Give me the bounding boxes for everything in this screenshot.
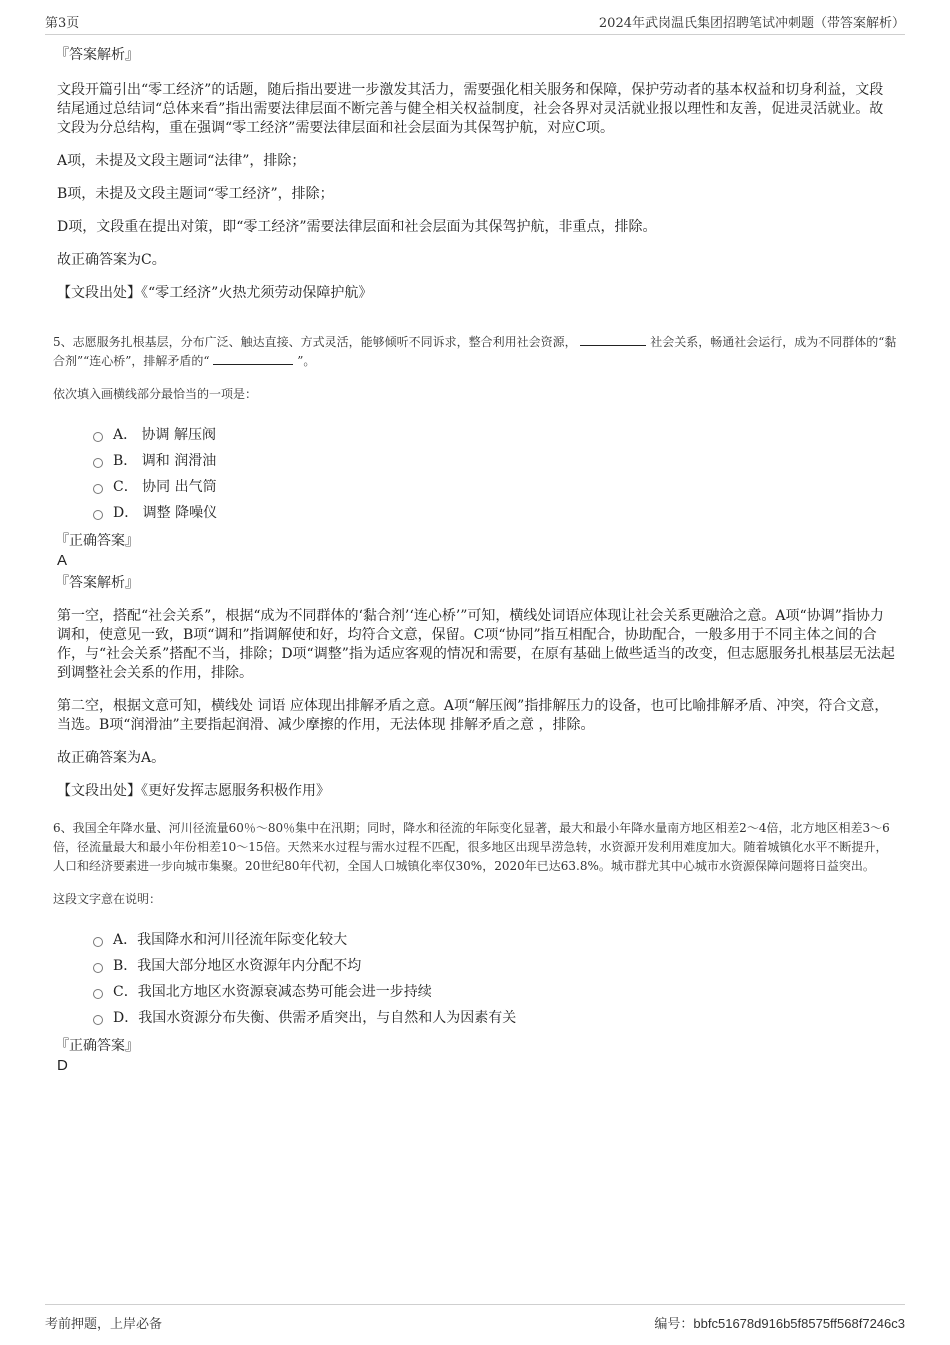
correct-answer: D [57,1057,68,1074]
question-5-prompt: 依次填入画横线部分最恰当的一项是： [53,387,258,401]
radio-icon[interactable] [93,484,103,494]
option-c[interactable]: C．我国北方地区水资源衰减态势可能会进一步持续 [93,979,897,1005]
page-footer [45,1304,905,1335]
document-title: 2024年武岗温氏集团招聘笔试冲刺题（带答案解析） [598,16,905,31]
analysis-paragraph: A项，未提及文段主题词“法律”，排除； [57,153,306,169]
radio-icon[interactable] [93,510,103,520]
analysis-paragraph: 第二空，根据文意可知，横线处 词语 应体现出排解矛盾之意。A项“解压阀”指排解压力的设备，也可比喻排解矛盾、冲突，符合文意，当选。B项“润滑油”主要指起润滑、减少摩擦的作用，无法体现 排解矛盾之意 ，排除。 [57,698,889,733]
option-b[interactable]: B．我国大部分地区水资源年内分配不均 [93,953,897,979]
analysis-paragraph: 第一空，搭配“社会关系”，根据“成为不同群体的‘黏合剂’‘连心桥’”可知，横线处词语应体现让社会关系更融洽之意。A项“协调”指协力调和，使意见一致，B项“调和”指调解使和好，均符合文意，保留。C项“协同”指互相配合，协助配合，一般多用于不同主体之间的合作，与“社会关系”搭配不当，排除；D项“调整”指为适应客观的情况和需要，在原有基础上做些适当的改变，但志愿服务扎根基层无法起到调整社会关系的作用，排除。 [57,608,895,681]
blank-1 [580,333,646,346]
footer-slogan: 考前押题，上岸必备 [45,1317,163,1332]
question-6-stem: 6、我国全年降水量、河川径流量60％～80％集中在汛期；同时，降水和径流的年际变化显著，最大和最小年降水量南方地区相差2～4倍，北方地区相差3～6倍，径流量最大和最小年份相差10～15倍。天然来水过程与需水过程不匹配，很多地区出现旱涝急转，水资源开发利用难度加大。随着城镇化水平不断提升，人口和经济要素进一步向城市集聚。20世纪80年代初，全国人口城镇化率仅30%，2020年已达63.8%。城市群尤其中心城市水资源保障问题将日益突出。 [53,821,890,873]
blank-2 [213,352,293,365]
analysis-tag: 『答案解析』 [55,47,139,63]
radio-icon[interactable] [93,458,103,468]
radio-icon[interactable] [93,989,103,999]
radio-icon[interactable] [93,963,103,973]
analysis-paragraph: 文段开篇引出“零工经济”的话题，随后指出要进一步激发其活力，需要强化相关服务和保障，保护劳动者的基本权益和切身利益，文段结尾通过总结词“总体来看”指出需要法律层面不断完善与健全相关权益制度，社会各界对灵活就业报以理性和友善，促进灵活就业。故文段为分总结构，重在强调“零工经济”需要法律层面和社会层面为其保驾护航，对应C项。 [57,82,884,136]
option-c[interactable]: C． 协同 出气筒 [93,474,897,500]
option-a[interactable]: A． 协调 解压阀 [93,422,897,448]
radio-icon[interactable] [93,432,103,442]
option-b[interactable]: B． 调和 润滑油 [93,448,897,474]
radio-icon[interactable] [93,1015,103,1025]
question-6-options [93,927,897,1031]
option-d[interactable]: D． 调整 降噪仪 [93,500,897,526]
source-citation: 【文段出处】《更好发挥志愿服务积极作用》 [57,783,330,799]
radio-icon[interactable] [93,937,103,947]
analysis-paragraph: B项，未提及文段主题词“零工经济”，排除； [57,186,334,202]
correct-answer-tag: 『正确答案』 [55,1038,139,1054]
page-header [45,12,905,35]
document-code: 编号：bbfc51678d916b5f8575ff568f7246c3 [654,1316,905,1332]
analysis-tag: 『答案解析』 [55,575,139,591]
question-5-options [93,422,897,526]
correct-answer: A [57,552,68,569]
answer-statement: 故正确答案为A。 [57,750,166,766]
source-citation: 【文段出处】《“零工经济”火热尤须劳动保障护航》 [57,285,373,301]
option-a[interactable]: A．我国降水和河川径流年际变化较大 [93,927,897,953]
analysis-paragraph: D项，文段重在提出对策，即“零工经济”需要法律层面和社会层面为其保驾护航，非重点，排除。 [57,219,657,235]
correct-answer-tag: 『正确答案』 [55,533,139,549]
document-body [53,46,897,1079]
page-number: 第3页 [45,16,80,31]
question-6-prompt: 这段文字意在说明： [53,892,162,906]
answer-statement: 故正确答案为C。 [57,252,166,268]
question-5-stem: 5、志愿服务扎根基层，分布广泛、触达直接、方式灵活，能够倾听不同诉求，整合利用社会资源， 社会关系，畅通社会运行，成为不同群体的“黏合剂”“连心桥”，排解矛盾的“ ”。 [53,335,897,368]
option-d[interactable]: D．我国水资源分布失衡、供需矛盾突出，与自然和人为因素有关 [93,1005,897,1031]
